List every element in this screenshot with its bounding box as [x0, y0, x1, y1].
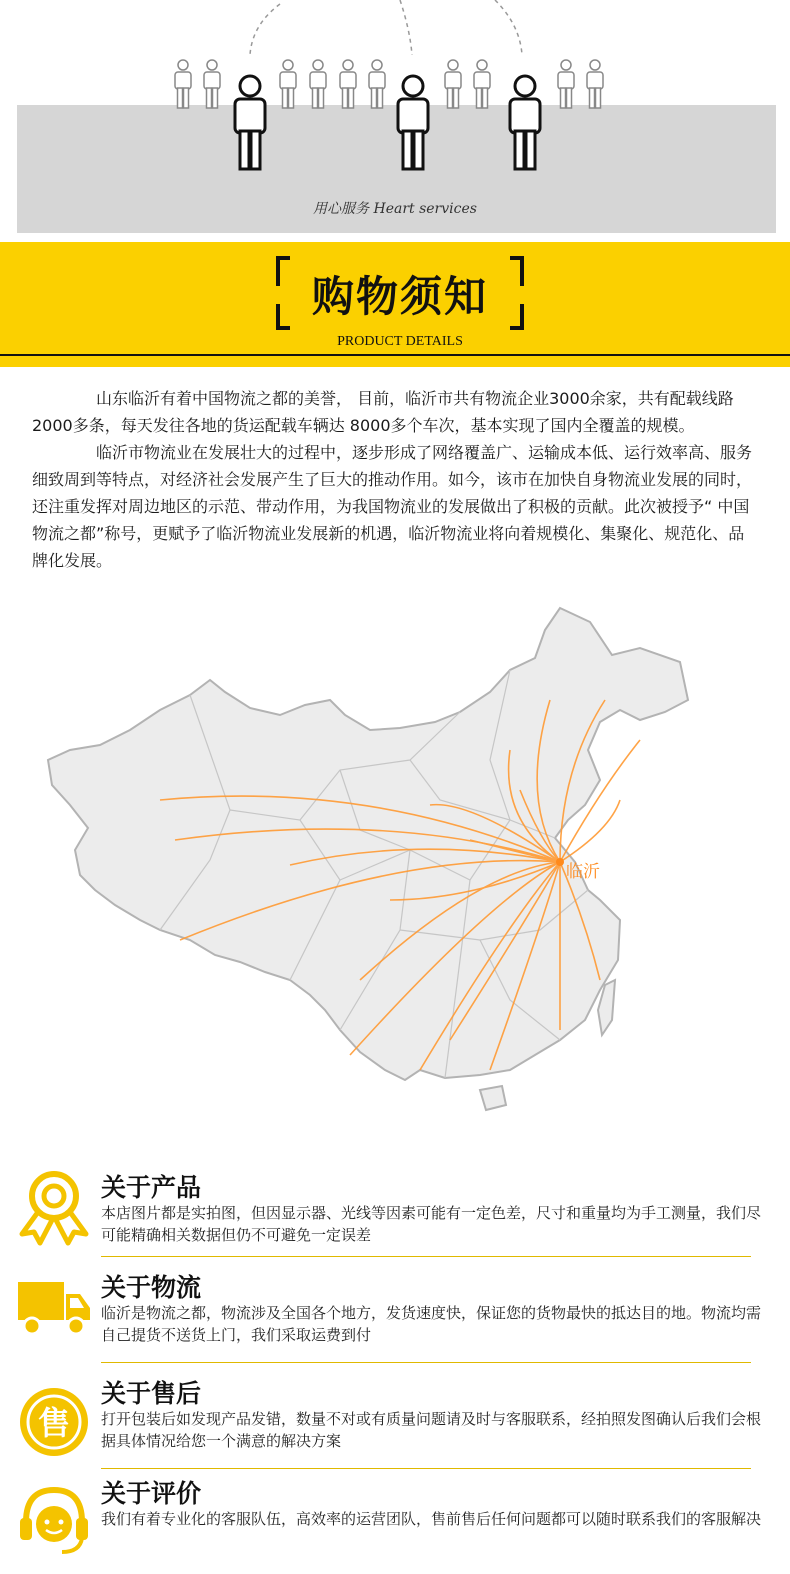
section-text: 打开包装后如发现产品发错，数量不对或有质量问题请及时与客服联系，经拍照发图确认后我们会根据具体情况给您一个满意的解决方案	[101, 1410, 762, 1450]
delivery-truck-icon	[14, 1272, 94, 1352]
title-underline	[0, 354, 790, 356]
section-title: 关于产品	[101, 1173, 202, 1202]
section-after-sales	[0, 1374, 790, 1474]
page-title: 购物须知	[311, 272, 488, 321]
section-title: 关于评价	[101, 1479, 202, 1508]
intro-text	[32, 385, 758, 574]
hero-banner	[0, 0, 790, 240]
section-reviews	[0, 1474, 790, 1574]
section-text: 临沂是物流之都，物流涉及全国各个地方，发货速度快，保证您的货物最快的抵达目的地。物流均需自己提货不送货上门，我们采取运费到付	[101, 1304, 762, 1344]
section-product	[0, 1168, 790, 1268]
title-bar	[0, 242, 790, 367]
section-title: 关于售后	[101, 1379, 202, 1408]
section-divider	[101, 1362, 751, 1363]
after-sales-icon	[14, 1382, 94, 1462]
award-ribbon-icon	[14, 1168, 94, 1248]
page-subtitle: PRODUCT DETAILS	[337, 334, 463, 349]
intro-paragraph: 山东临沂有着中国物流之都的美誉， 目前，临沂市共有物流企业3000余家，共有配载线路2000多条，每天发往各地的货运配载车辆达 8000多个车次，基本实现了国内全覆盖的规模。	[32, 389, 734, 435]
section-divider	[101, 1468, 751, 1469]
section-divider	[101, 1256, 751, 1257]
section-text: 本店图片都是实拍图，但因显示器、光线等因素可能有一定色差，尺寸和重量均为手工测量，我们尽可能精确相关数据但仍不可避免一定误差	[101, 1204, 762, 1244]
section-logistics	[0, 1268, 790, 1368]
title-frame	[276, 256, 524, 330]
section-text: 我们有着专业化的客服队伍，高效率的运营团队，售前售后任何问题都可以随时联系我们的客服解决	[101, 1510, 762, 1528]
linyi-marker	[556, 858, 564, 866]
hero-caption: 用心服务 Heart services	[313, 201, 477, 217]
map-outline	[48, 608, 688, 1080]
map-city-label: 临沂	[566, 862, 600, 882]
intro-paragraph: 临沂市物流业在发展壮大的过程中，逐步形成了网络覆盖广、运输成本低、运行效率高、服务细致周到等特点，对经济社会发展产生了巨大的推动作用。如今，该市在加快自身物流业发展的同时，还注重发挥对周边地区的示范、带动作用，为我国物流业的发展做出了积极的贡献。此次被授予“ 中国物流之都”称号，更赋予了临沂物流业发展新的机遇，临沂物流业将向着规模化、集聚化、规范化、品牌化发展。	[32, 443, 753, 570]
after-sales-glyph: 售	[37, 1404, 71, 1442]
headset-service-icon	[14, 1480, 94, 1560]
section-title: 关于物流	[101, 1273, 202, 1302]
china-route-map	[40, 600, 700, 1140]
